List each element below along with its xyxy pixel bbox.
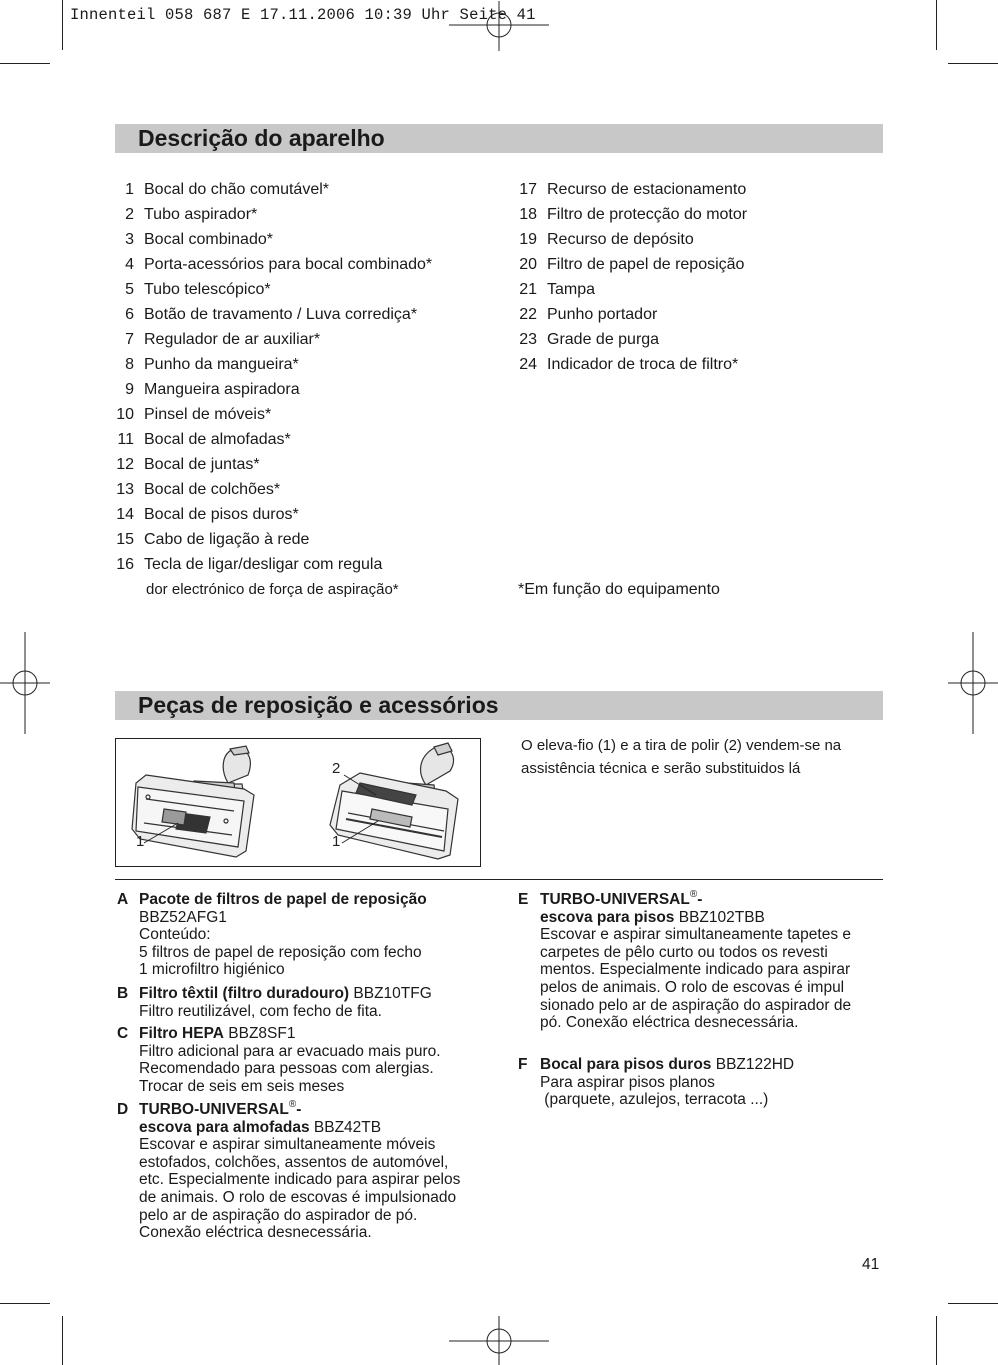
- registration-mark-top: [449, 1, 549, 53]
- section-header-description: [115, 124, 883, 153]
- print-slug: Innenteil 058 687 E 17.11.2006 10:39 Uhr Seite 41: [70, 6, 536, 24]
- nozzle-illustration: [115, 738, 481, 867]
- registration-mark-bottom: [449, 1316, 549, 1365]
- crop-mark: [62, 0, 63, 50]
- registration-mark-left: [0, 632, 50, 734]
- callout-2-right: 2: [332, 760, 341, 777]
- floor-nozzle-drawing: [116, 739, 480, 866]
- crop-mark: [0, 63, 50, 64]
- crop-mark: [948, 63, 998, 64]
- crop-mark: [62, 1316, 63, 1365]
- floor-nozzle-top: [330, 743, 458, 859]
- crop-mark: [948, 1303, 998, 1304]
- callout-1-left: 1: [136, 833, 145, 850]
- footnote: *Em função do equipamento: [518, 581, 720, 598]
- floor-nozzle-underside: [132, 746, 254, 857]
- crop-mark: [0, 1303, 50, 1304]
- crop-mark: [936, 1316, 937, 1365]
- page-number: 41: [862, 1256, 880, 1273]
- registration-mark-right: [948, 632, 998, 734]
- section-header-spare-parts: [115, 691, 883, 720]
- list-item-continuation: dor electrónico de força de aspiração*: [146, 581, 399, 598]
- crop-mark: [936, 0, 937, 50]
- section-title: Peças de reposição e acessórios: [138, 692, 499, 718]
- section-title: Descrição do aparelho: [138, 125, 385, 151]
- divider: [115, 879, 883, 880]
- callout-1-right: 1: [332, 833, 341, 850]
- intro-paragraph: O eleva-fio (1) e a tira de polir (2) vendem-se na assistência técnica e serão substituidos lá: [521, 737, 842, 777]
